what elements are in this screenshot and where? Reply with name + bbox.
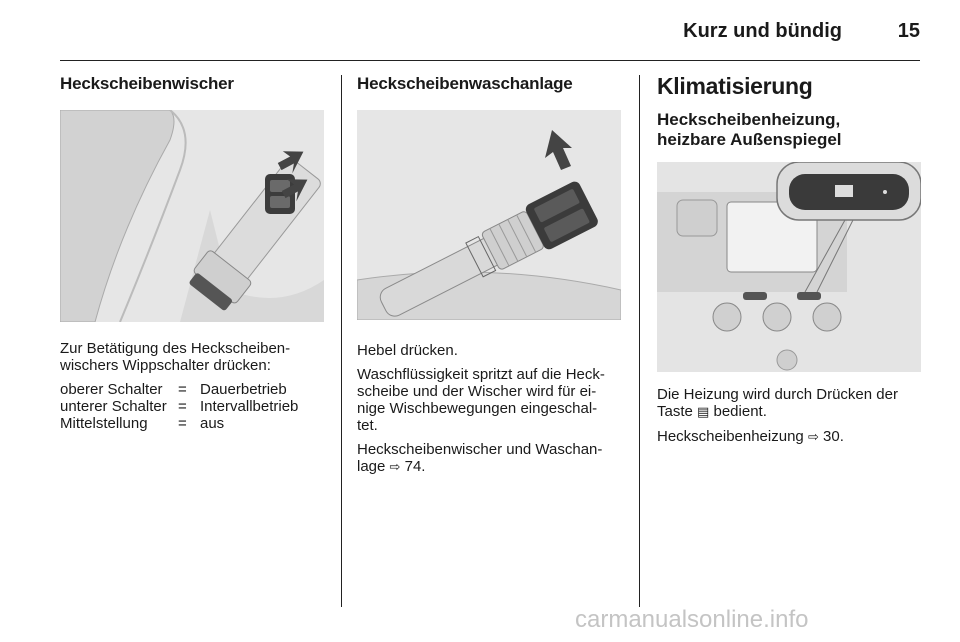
washer-instruction: Hebel drücken. — [357, 342, 458, 359]
page-number: 15 — [897, 20, 920, 42]
column-divider-1 — [341, 75, 342, 607]
column-rear-wiper — [60, 74, 326, 432]
switch-settings-table — [60, 381, 326, 432]
washer-lever-illustration — [357, 110, 621, 320]
washer-desc-line-3: nige Wischbewegungen eingeschal- — [357, 400, 598, 417]
washer-desc-line-4: tet. — [357, 417, 378, 434]
settings-row — [60, 415, 326, 432]
section-title: Kurz und bündig — [683, 20, 842, 42]
heating-cross-reference — [657, 428, 923, 446]
setting-sep: = — [178, 398, 187, 415]
subheading-line-1: Heckscheibenheizung, — [657, 110, 841, 129]
dashboard-heating-button-illustration — [657, 162, 921, 372]
washer-cross-reference — [357, 441, 623, 476]
heating-line-2: Taste — [657, 403, 693, 420]
heating-instruction — [657, 386, 923, 421]
subheading-heating — [657, 110, 923, 150]
heading-rear-wiper: Heckscheibenwischer — [60, 74, 234, 93]
instruction-line-1: Zur Betätigung des Heckscheiben- — [60, 340, 291, 357]
heating-ref-page[interactable]: 30. — [823, 428, 844, 445]
washer-ref-line-2: lage — [357, 458, 386, 475]
setting-value: aus — [200, 415, 225, 432]
column-climate — [657, 74, 923, 446]
cross-reference-arrow-icon: ⇨ — [389, 460, 401, 475]
setting-sep: = — [178, 381, 187, 398]
rear-window-heating-icon: ▤ — [697, 405, 710, 420]
column-rear-washer — [357, 74, 623, 476]
subheading-line-2: heizbare Außenspiegel — [657, 130, 842, 149]
heating-line-2-suffix: bedient. — [713, 403, 767, 420]
header-rule — [60, 60, 920, 61]
setting-sep: = — [178, 415, 187, 432]
column-divider-2 — [639, 75, 640, 607]
setting-key: unterer Schalter — [60, 398, 167, 415]
washer-ref-line-1: Heckscheibenwischer und Waschan- — [357, 441, 603, 458]
setting-key: oberer Schalter — [60, 381, 163, 398]
watermark: carmanualsonline.info — [575, 606, 809, 633]
washer-desc-line-2: scheibe und der Wischer wird für ei- — [357, 383, 597, 400]
washer-description — [357, 366, 623, 434]
heading-climate: Klimatisierung — [657, 73, 813, 99]
washer-desc-line-1: Waschflüssigkeit spritzt auf die Heck- — [357, 366, 605, 383]
heading-rear-washer: Heckscheibenwaschanlage — [357, 74, 573, 93]
settings-row — [60, 398, 326, 415]
page-header — [0, 0, 960, 62]
heating-ref-label: Heckscheibenheizung — [657, 428, 804, 445]
settings-row — [60, 381, 326, 398]
setting-value: Intervallbetrieb — [200, 398, 299, 415]
cross-reference-arrow-icon: ⇨ — [807, 430, 819, 445]
instruction-text — [60, 340, 326, 374]
wiper-switch-illustration — [60, 110, 324, 322]
instruction-line-2: wischers Wippschalter drücken: — [60, 357, 271, 374]
setting-key: Mittelstellung — [60, 415, 148, 432]
heating-line-1: Die Heizung wird durch Drücken der — [657, 386, 898, 403]
setting-value: Dauerbetrieb — [200, 381, 287, 398]
washer-ref-page[interactable]: 74. — [404, 458, 426, 475]
